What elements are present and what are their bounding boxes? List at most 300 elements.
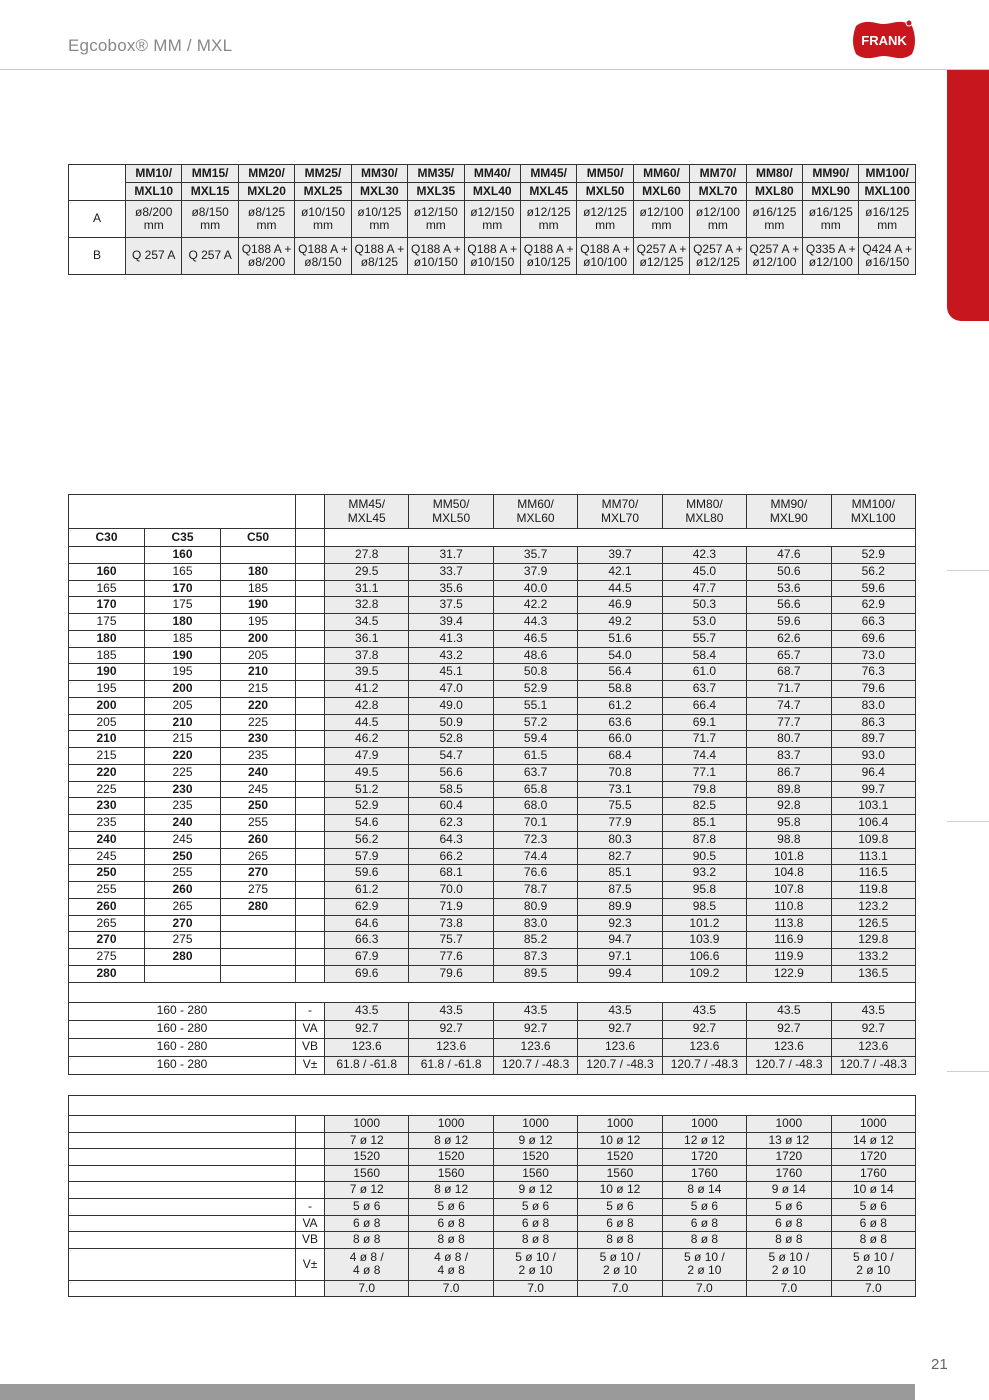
value-cell: 57.9 bbox=[325, 848, 409, 865]
column-header: MM100/ bbox=[859, 165, 915, 183]
height-cell bbox=[221, 965, 296, 982]
cell-line: MXL50 bbox=[432, 510, 471, 525]
value-cell: 51.6 bbox=[578, 630, 662, 647]
data-cell bbox=[295, 201, 351, 238]
height-cell: 220 bbox=[145, 748, 221, 765]
value-cell: 126.5 bbox=[831, 915, 915, 932]
value-cell: 95.8 bbox=[747, 815, 831, 832]
cell-line: ø16/125 bbox=[808, 204, 853, 219]
value-cell: 43.5 bbox=[662, 1002, 746, 1020]
value-cell: 58.8 bbox=[578, 681, 662, 698]
table-row bbox=[69, 1232, 916, 1249]
label-cell bbox=[69, 1182, 296, 1199]
value-cell: 104.8 bbox=[747, 865, 831, 882]
value-cell: 74.4 bbox=[662, 748, 746, 765]
value-cell: 56.6 bbox=[409, 764, 493, 781]
symbol-cell bbox=[296, 898, 325, 915]
cell-line: Q188 A + bbox=[580, 241, 630, 256]
symbol-cell bbox=[296, 1132, 325, 1149]
value-cell: 52.9 bbox=[493, 681, 577, 698]
value-cell: 53.0 bbox=[662, 614, 746, 631]
value-cell: 123.6 bbox=[662, 1038, 746, 1056]
value-cell: 129.8 bbox=[831, 932, 915, 949]
value-cell: 7.0 bbox=[831, 1280, 916, 1297]
table-row bbox=[69, 714, 916, 731]
value-cell: 116.9 bbox=[747, 932, 831, 949]
cell-line: ø8/125 bbox=[247, 204, 286, 219]
value-cell: 59.6 bbox=[831, 580, 915, 597]
value-cell: 87.3 bbox=[493, 949, 577, 966]
concrete-class-header: C35 bbox=[145, 529, 221, 547]
value-cell: 110.8 bbox=[747, 898, 831, 915]
value-cell: 49.5 bbox=[325, 764, 409, 781]
value-cell: 8 ø 8 bbox=[493, 1232, 577, 1249]
value-cell: 87.5 bbox=[578, 882, 662, 899]
side-divider-1 bbox=[947, 570, 989, 571]
value-cell: 66.3 bbox=[325, 932, 409, 949]
value-cell: 52.8 bbox=[409, 731, 493, 748]
label-cell bbox=[69, 1280, 296, 1297]
height-cell: 240 bbox=[69, 831, 145, 848]
height-cell: 240 bbox=[145, 815, 221, 832]
symbol-cell bbox=[296, 664, 325, 681]
height-cell: 280 bbox=[221, 898, 296, 915]
value-cell: 70.0 bbox=[409, 882, 493, 899]
cell-line: MXL60 bbox=[516, 510, 555, 525]
height-cell: 250 bbox=[145, 848, 221, 865]
value-cell: 1560 bbox=[578, 1165, 662, 1182]
concrete-header-row bbox=[69, 529, 916, 547]
value-cell: 92.7 bbox=[662, 1020, 746, 1038]
value-cell: 76.6 bbox=[493, 865, 577, 882]
force-row bbox=[69, 1038, 916, 1056]
symbol-cell bbox=[296, 547, 325, 564]
data-cell bbox=[859, 201, 915, 238]
height-cell: 265 bbox=[221, 848, 296, 865]
value-cell: 92.7 bbox=[325, 1020, 409, 1038]
value-cell: 72.3 bbox=[493, 831, 577, 848]
value-cell: 10 ø 12 bbox=[578, 1132, 662, 1149]
cell-line: ø8/200 bbox=[247, 255, 286, 269]
cell-line: ø8/125 bbox=[360, 255, 399, 269]
value-cell: 7.0 bbox=[662, 1280, 746, 1297]
data-row bbox=[69, 238, 916, 275]
value-cell: 44.3 bbox=[493, 614, 577, 631]
value-cell: 120.7 / -48.3 bbox=[747, 1056, 831, 1074]
value-cell: 6 ø 8 bbox=[747, 1215, 831, 1232]
cell-line: Q257 A + bbox=[636, 241, 687, 256]
column-header: MM45/ bbox=[520, 165, 576, 183]
column-header: MM30/ bbox=[351, 165, 407, 183]
symbol-cell bbox=[296, 965, 325, 982]
data-cell bbox=[182, 201, 238, 238]
table-row bbox=[69, 865, 916, 882]
value-cell: 67.9 bbox=[325, 949, 409, 966]
data-cell bbox=[238, 238, 294, 275]
cell-line: mm bbox=[877, 218, 898, 232]
value-cell bbox=[831, 1248, 916, 1280]
value-cell: 99.4 bbox=[578, 965, 662, 982]
value-cell: 123.6 bbox=[831, 1038, 915, 1056]
cell-line: mm bbox=[595, 218, 616, 232]
cell-line: Q335 A + bbox=[805, 241, 856, 256]
value-cell: 1520 bbox=[409, 1149, 493, 1166]
symbol-cell bbox=[296, 932, 325, 949]
symbol-cell bbox=[296, 831, 325, 848]
data-cell bbox=[126, 238, 182, 275]
value-cell: 82.5 bbox=[662, 798, 746, 815]
document-title: Egcobox® MM / MXL bbox=[68, 36, 233, 55]
data-cell bbox=[633, 201, 689, 238]
cell-line: Q424 A + bbox=[862, 241, 913, 256]
header-row bbox=[69, 1096, 916, 1116]
column-header: MXL10 bbox=[126, 183, 182, 201]
value-cell: 56.2 bbox=[831, 563, 915, 580]
value-cell: 33.7 bbox=[409, 563, 493, 580]
value-cell: 77.7 bbox=[747, 714, 831, 731]
value-cell: 113.8 bbox=[747, 915, 831, 932]
height-cell: 260 bbox=[221, 831, 296, 848]
range-cell: 160 - 280 bbox=[69, 1038, 296, 1056]
height-cell: 195 bbox=[69, 681, 145, 698]
cell-line: 5 ø 10 / bbox=[852, 1249, 894, 1264]
value-cell: 68.7 bbox=[747, 664, 831, 681]
value-cell: 42.8 bbox=[325, 697, 409, 714]
value-cell: 1720 bbox=[831, 1149, 916, 1166]
table-row bbox=[69, 915, 916, 932]
value-cell: 7 ø 12 bbox=[325, 1132, 409, 1149]
value-cell: 62.9 bbox=[325, 898, 409, 915]
value-cell: 1000 bbox=[409, 1116, 493, 1133]
value-cell: 64.3 bbox=[409, 831, 493, 848]
value-cell: 50.9 bbox=[409, 714, 493, 731]
table-row bbox=[69, 898, 916, 915]
value-cell: 13 ø 12 bbox=[747, 1132, 831, 1149]
cell-line: Q 257 A bbox=[132, 248, 176, 263]
value-cell: 31.1 bbox=[325, 580, 409, 597]
height-cell: 205 bbox=[145, 697, 221, 714]
value-cell: 74.7 bbox=[747, 697, 831, 714]
height-cell: 190 bbox=[221, 597, 296, 614]
height-cell: 220 bbox=[69, 764, 145, 781]
height-cell: 230 bbox=[221, 731, 296, 748]
header-blank bbox=[296, 495, 325, 529]
label-cell bbox=[69, 1165, 296, 1182]
value-cell: 120.7 / -48.3 bbox=[662, 1056, 746, 1074]
symbol-cell: - bbox=[296, 1198, 325, 1215]
symbol-cell: V± bbox=[296, 1248, 325, 1280]
cell-line: ø12/100 bbox=[808, 255, 853, 269]
table-row bbox=[69, 697, 916, 714]
value-cell: 39.7 bbox=[578, 547, 662, 564]
value-cell: 61.8 / -61.8 bbox=[325, 1056, 409, 1074]
value-cell: 64.6 bbox=[325, 915, 409, 932]
symbol-cell bbox=[296, 697, 325, 714]
value-cell: 46.5 bbox=[493, 630, 577, 647]
column-header: MM35/ bbox=[408, 165, 464, 183]
cell-line: mm bbox=[200, 218, 221, 232]
cell-line: Q188 A + bbox=[523, 241, 574, 256]
value-cell: 92.7 bbox=[493, 1020, 577, 1038]
header-blank bbox=[296, 529, 325, 547]
cell-line: mm bbox=[820, 218, 841, 232]
value-cell: 77.1 bbox=[662, 764, 746, 781]
value-cell: 133.2 bbox=[831, 949, 915, 966]
cell-line: mm bbox=[369, 218, 390, 232]
value-cell: 6 ø 8 bbox=[578, 1215, 662, 1232]
data-cell bbox=[577, 238, 633, 275]
value-cell: 92.7 bbox=[747, 1020, 831, 1038]
cell-line: 2 ø 10 bbox=[518, 1263, 553, 1278]
value-cell: 59.4 bbox=[493, 731, 577, 748]
value-cell: 8 ø 12 bbox=[409, 1132, 493, 1149]
value-cell: 94.7 bbox=[578, 932, 662, 949]
cell-line: MM60/ bbox=[517, 497, 554, 512]
value-cell: 56.6 bbox=[747, 597, 831, 614]
value-cell: 54.6 bbox=[325, 815, 409, 832]
force-row bbox=[69, 1002, 916, 1020]
column-header: MXL30 bbox=[351, 183, 407, 201]
value-cell: 92.7 bbox=[578, 1020, 662, 1038]
value-cell: 71.7 bbox=[662, 731, 746, 748]
value-cell: 80.7 bbox=[747, 731, 831, 748]
cell-line: ø8/150 bbox=[304, 255, 342, 269]
value-cell: 1000 bbox=[747, 1116, 831, 1133]
value-cell: 70.1 bbox=[493, 815, 577, 832]
value-cell: 54.0 bbox=[578, 647, 662, 664]
height-cell: 245 bbox=[69, 848, 145, 865]
value-cell: 59.6 bbox=[325, 865, 409, 882]
value-cell: 55.1 bbox=[493, 697, 577, 714]
cell-line: Q 257 A bbox=[188, 248, 232, 263]
header-blank bbox=[325, 529, 916, 547]
value-cell: 92.7 bbox=[831, 1020, 915, 1038]
cell-line: mm bbox=[256, 218, 277, 232]
table-row bbox=[69, 764, 916, 781]
value-cell: 8 ø 8 bbox=[325, 1232, 409, 1249]
table-row bbox=[69, 547, 916, 564]
cell-line: MM70/ bbox=[601, 497, 639, 512]
column-header: MM20/ bbox=[238, 165, 294, 183]
height-cell: 210 bbox=[69, 731, 145, 748]
height-cell: 165 bbox=[69, 580, 145, 597]
symbol-cell bbox=[296, 647, 325, 664]
column-header: MXL35 bbox=[408, 183, 464, 201]
height-cell: 260 bbox=[69, 898, 145, 915]
cell-line: ø16/125 bbox=[865, 204, 910, 219]
cell-line: MM80/ bbox=[686, 497, 723, 512]
cell-line: MM45/ bbox=[348, 497, 386, 512]
value-cell: 86.7 bbox=[747, 764, 831, 781]
column-header: MM80/ bbox=[746, 165, 802, 183]
height-cell: 200 bbox=[145, 681, 221, 698]
cell-line: 2 ø 10 bbox=[771, 1263, 806, 1278]
column-header bbox=[831, 495, 915, 529]
cell-line: mm bbox=[764, 218, 785, 232]
value-cell: 97.1 bbox=[578, 949, 662, 966]
value-cell: 8 ø 14 bbox=[662, 1182, 746, 1199]
value-cell: 53.6 bbox=[747, 580, 831, 597]
value-cell: 7 ø 12 bbox=[325, 1182, 409, 1199]
value-cell: 49.0 bbox=[409, 697, 493, 714]
table-row bbox=[69, 580, 916, 597]
height-cell bbox=[221, 547, 296, 564]
page-number: 21 bbox=[931, 1356, 948, 1373]
value-cell bbox=[493, 1248, 577, 1280]
value-cell: 8 ø 12 bbox=[409, 1182, 493, 1199]
symbol-cell bbox=[296, 731, 325, 748]
value-cell: 50.6 bbox=[747, 563, 831, 580]
height-cell: 165 bbox=[145, 563, 221, 580]
data-cell bbox=[520, 201, 576, 238]
value-cell: 82.7 bbox=[578, 848, 662, 865]
height-cell: 220 bbox=[221, 697, 296, 714]
table-row bbox=[69, 932, 916, 949]
value-cell: 1720 bbox=[747, 1149, 831, 1166]
column-header: MXL90 bbox=[803, 183, 859, 201]
concrete-class-header: C50 bbox=[221, 529, 296, 547]
data-cell bbox=[182, 238, 238, 275]
value-cell: 61.5 bbox=[493, 748, 577, 765]
symbol-cell bbox=[296, 1182, 325, 1199]
symbol-cell: - bbox=[296, 1002, 325, 1020]
value-cell: 59.6 bbox=[747, 614, 831, 631]
cell-line: mm bbox=[482, 218, 503, 232]
column-header bbox=[662, 495, 746, 529]
value-cell: 58.4 bbox=[662, 647, 746, 664]
data-cell bbox=[464, 201, 520, 238]
value-cell: 7.0 bbox=[325, 1280, 409, 1297]
cell-line: Q257 A + bbox=[749, 241, 800, 256]
value-cell: 89.9 bbox=[578, 898, 662, 915]
table-row bbox=[69, 965, 916, 982]
value-cell: 56.2 bbox=[325, 831, 409, 848]
column-header: MXL20 bbox=[238, 183, 294, 201]
value-cell: 5 ø 6 bbox=[662, 1198, 746, 1215]
value-cell: 39.5 bbox=[325, 664, 409, 681]
symbol-cell: VA bbox=[296, 1215, 325, 1232]
height-cell: 235 bbox=[145, 798, 221, 815]
value-cell: 122.9 bbox=[747, 965, 831, 982]
column-header: MM50/ bbox=[577, 165, 633, 183]
height-cell: 280 bbox=[145, 949, 221, 966]
value-cell: 66.4 bbox=[662, 697, 746, 714]
height-cell: 210 bbox=[145, 714, 221, 731]
header-blank bbox=[69, 495, 296, 529]
symbol-cell bbox=[296, 614, 325, 631]
cell-line: 4 ø 8 / bbox=[434, 1249, 469, 1264]
value-cell: 1760 bbox=[747, 1165, 831, 1182]
height-cell: 185 bbox=[69, 647, 145, 664]
value-cell: 1520 bbox=[493, 1149, 577, 1166]
value-cell bbox=[578, 1248, 662, 1280]
symbol-cell bbox=[296, 815, 325, 832]
table-row bbox=[69, 1182, 916, 1199]
value-cell: 6 ø 8 bbox=[409, 1215, 493, 1232]
cell-line: Q188 A + bbox=[410, 241, 461, 256]
data-cell bbox=[746, 238, 802, 275]
spacer-row bbox=[69, 982, 916, 1002]
value-cell: 9 ø 12 bbox=[493, 1132, 577, 1149]
height-cell: 265 bbox=[69, 915, 145, 932]
frank-logo bbox=[852, 16, 916, 64]
table-row bbox=[69, 1165, 916, 1182]
column-header: MXL70 bbox=[690, 183, 746, 201]
height-cell: 250 bbox=[221, 798, 296, 815]
value-cell: 47.0 bbox=[409, 681, 493, 698]
value-cell: 8 ø 8 bbox=[662, 1232, 746, 1249]
cell-line: mm bbox=[425, 218, 446, 232]
value-cell: 71.9 bbox=[409, 898, 493, 915]
height-cell: 195 bbox=[221, 614, 296, 631]
height-cell: 215 bbox=[145, 731, 221, 748]
cell-line: ø12/125 bbox=[695, 255, 740, 269]
value-cell: 79.6 bbox=[831, 681, 915, 698]
value-cell: 66.2 bbox=[409, 848, 493, 865]
symbol-cell bbox=[296, 865, 325, 882]
value-cell: 61.2 bbox=[578, 697, 662, 714]
height-cell: 275 bbox=[69, 949, 145, 966]
height-cell: 200 bbox=[69, 697, 145, 714]
chapter-tab bbox=[947, 70, 989, 321]
value-cell: 86.3 bbox=[831, 714, 915, 731]
value-cell: 63.7 bbox=[493, 764, 577, 781]
table-row bbox=[69, 781, 916, 798]
value-cell: 14 ø 12 bbox=[831, 1132, 916, 1149]
value-cell: 1000 bbox=[325, 1116, 409, 1133]
footer-bar bbox=[0, 1384, 915, 1400]
value-cell: 5 ø 6 bbox=[747, 1198, 831, 1215]
column-header: MM25/ bbox=[295, 165, 351, 183]
value-cell: 106.6 bbox=[662, 949, 746, 966]
table-row bbox=[69, 1215, 916, 1232]
table-row bbox=[69, 1116, 916, 1133]
value-cell: 31.7 bbox=[409, 547, 493, 564]
value-cell bbox=[747, 1248, 831, 1280]
data-cell bbox=[408, 238, 464, 275]
height-cell: 275 bbox=[145, 932, 221, 949]
height-cell: 190 bbox=[145, 647, 221, 664]
value-cell: 5 ø 6 bbox=[578, 1198, 662, 1215]
table-row bbox=[69, 815, 916, 832]
column-header: MXL80 bbox=[746, 183, 802, 201]
value-cell: 5 ø 6 bbox=[831, 1198, 916, 1215]
value-cell: 109.2 bbox=[662, 965, 746, 982]
value-cell: 73.1 bbox=[578, 781, 662, 798]
value-cell: 43.5 bbox=[747, 1002, 831, 1020]
column-header bbox=[578, 495, 662, 529]
height-cell: 230 bbox=[69, 798, 145, 815]
value-cell: 70.8 bbox=[578, 764, 662, 781]
height-cell: 265 bbox=[145, 898, 221, 915]
value-cell: 1000 bbox=[831, 1116, 916, 1133]
value-cell: 52.9 bbox=[831, 547, 915, 564]
data-cell bbox=[577, 201, 633, 238]
value-cell: 103.9 bbox=[662, 932, 746, 949]
height-cell: 205 bbox=[69, 714, 145, 731]
value-cell: 27.8 bbox=[325, 547, 409, 564]
value-cell: 43.5 bbox=[578, 1002, 662, 1020]
side-divider-2 bbox=[947, 821, 989, 822]
value-cell: 89.8 bbox=[747, 781, 831, 798]
value-cell: 98.5 bbox=[662, 898, 746, 915]
symbol-cell bbox=[296, 563, 325, 580]
value-cell: 71.7 bbox=[747, 681, 831, 698]
value-cell: 6 ø 8 bbox=[325, 1215, 409, 1232]
cell-line: ø10/125 bbox=[357, 204, 402, 219]
value-cell: 101.2 bbox=[662, 915, 746, 932]
value-cell: 107.8 bbox=[747, 882, 831, 899]
